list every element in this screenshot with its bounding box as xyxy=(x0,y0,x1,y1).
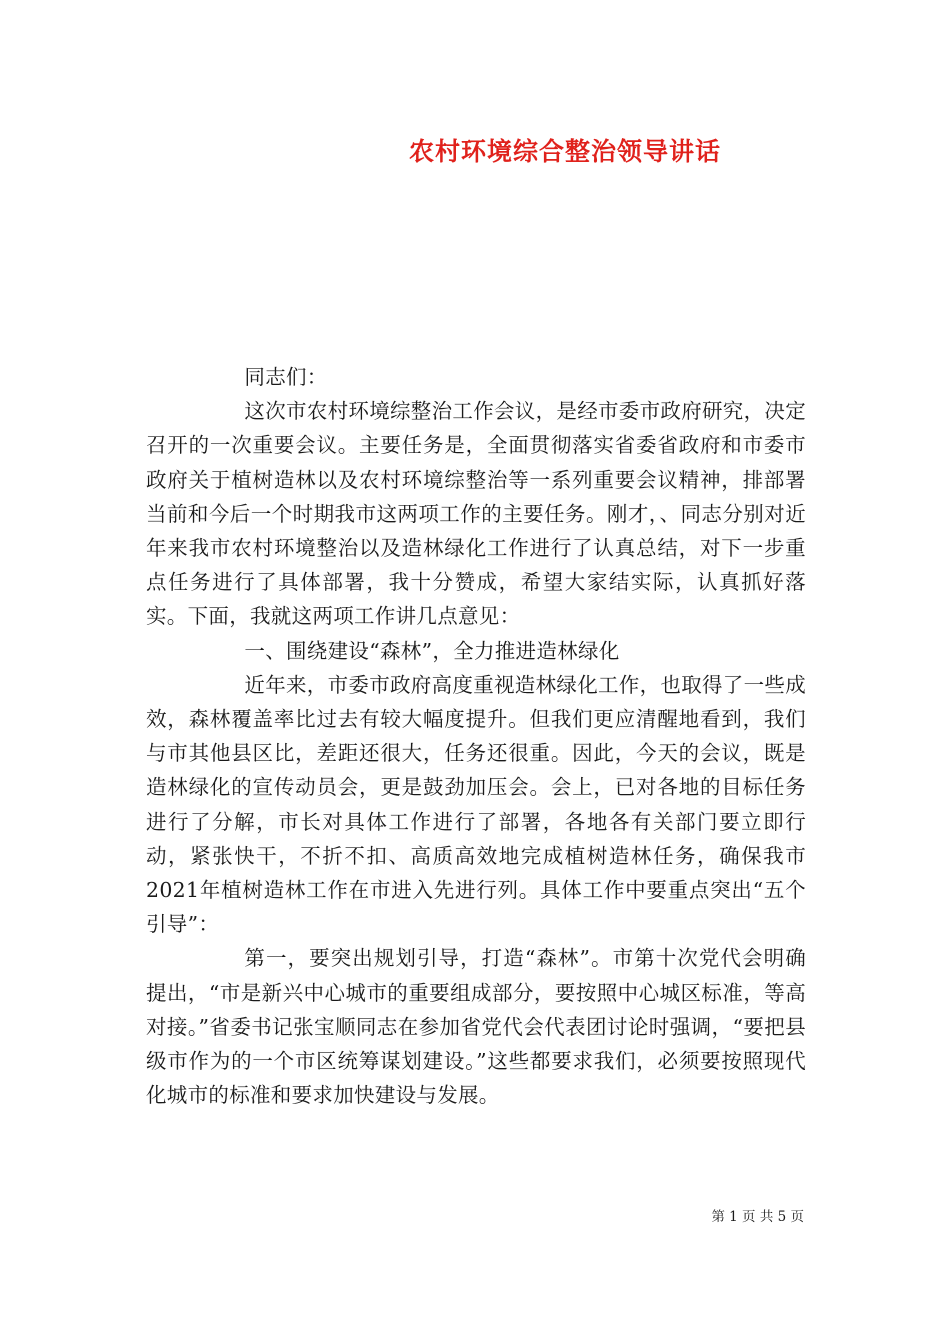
page-number-footer: 第 1 页 共 5 页 xyxy=(711,1209,804,1225)
paragraph: 近年来，市委市政府高度重视造林绿化工作，也取得了一些成效，森林覆盖率比过去有较大幅度提升。但我们更应清醒地看到，我们与市其他县区比，差距还很大，任务还很重。因此，今天的会议，既是造林绿化的宣传动员会，更是鼓劲加压会。会上，已对各地的目标任务进行了分解，市长对具体工作进行了部署，各地各有关部门要立即行动，紧张快干，不折不扣、高质高效地完成植树造林任务，确保我市2021年植树造林工作在市进入先进行列。具体工作中要重点突出“五个引导”： xyxy=(146,672,806,937)
salutation: 同志们： xyxy=(244,365,328,389)
paragraph: 这次市农村环境综整治工作会议，是经市委市政府研究，决定召开的一次重要会议。主要任务是，全面贯彻落实省委省政府和市委市政府关于植树造林以及农村环境综整治等一系列重要会议精神，排部署当前和今后一个时期我市这两项工作的主要任务。刚才，、同志分别对近年来我市农村环境整治以及造林绿化工作进行了认真总结，对下一步重点任务进行了具体部署，我十分赞成，希望大家结实际，认真抓好落实。下面，我就这两项工作讲几点意见： xyxy=(146,399,806,629)
document-title: 农村环境综合整治领导讲话 xyxy=(408,137,721,166)
section-heading: 一、围绕建设“森林”，全力推进造林绿化 xyxy=(244,638,620,663)
paragraph: 第一，要突出规划引导，打造“森林”。市第十次党代会明确提出，“市是新兴中心城市的重要组成部分，要按照中心城区标准，等高对接。”省委书记张宝顺同志在参加省党代会代表团讨论时强调，“要把县级市作为的一个市区统筹谋划建设。”这些都要求我们，必须要按照现代化城市的标准和要求加快建设与发展。 xyxy=(146,946,806,1108)
document-body xyxy=(146,360,806,1112)
